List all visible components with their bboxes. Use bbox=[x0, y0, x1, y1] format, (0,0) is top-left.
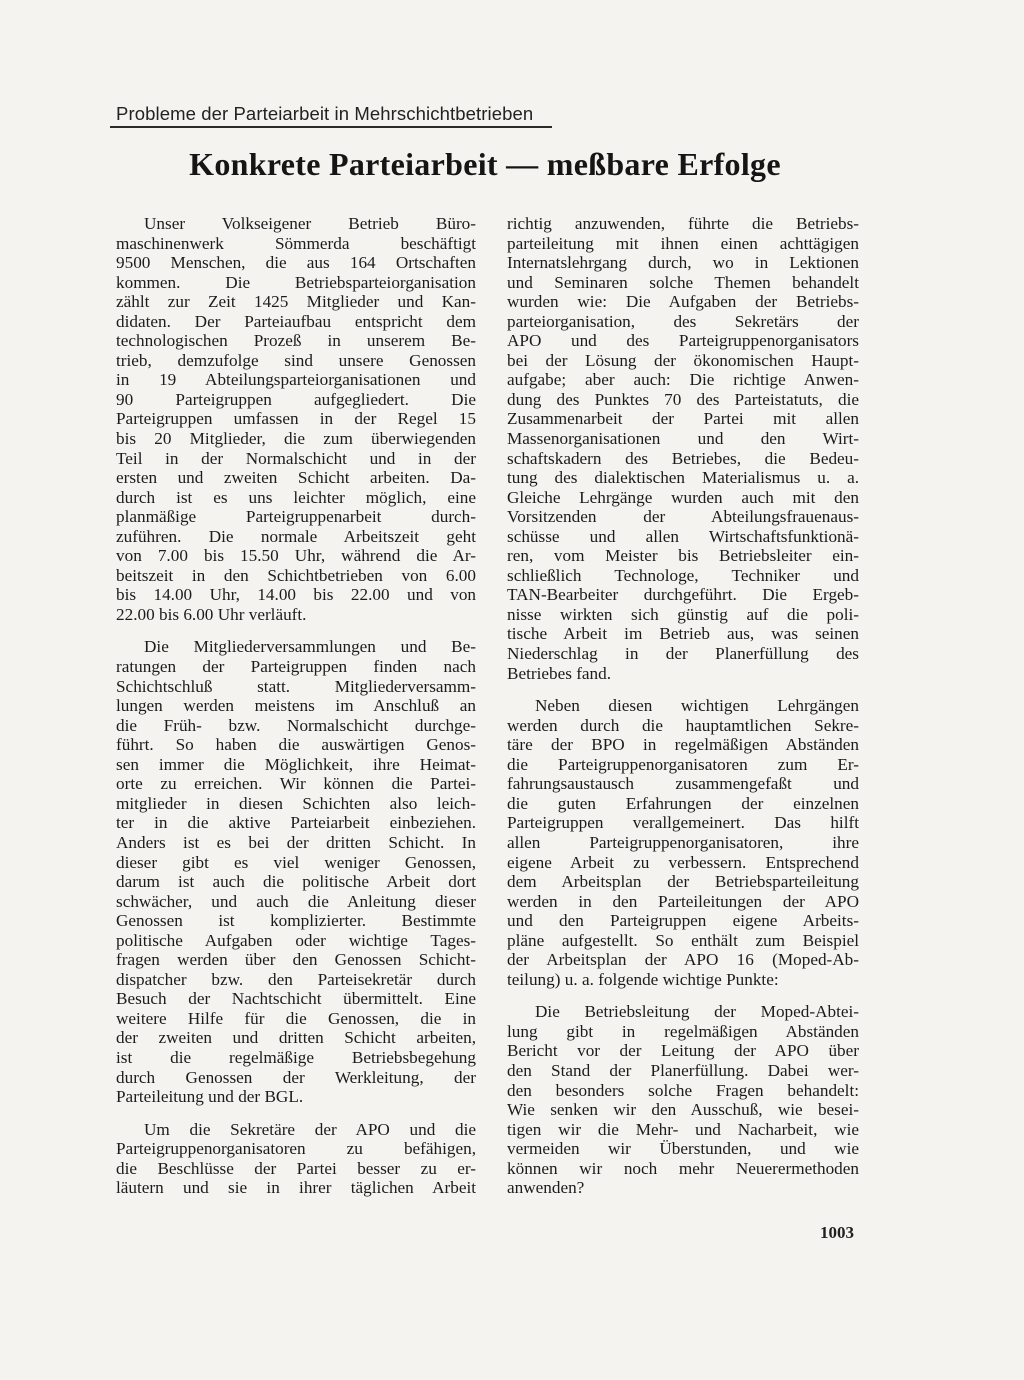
text-line: anwenden? bbox=[507, 1178, 585, 1198]
text-line: bis 20 Mitglieder, die zum überwiegenden bbox=[116, 429, 476, 449]
text-line: dung des Punktes 70 des Parteistatuts, die bbox=[507, 389, 859, 409]
text-line: Unser Volkseigener Betrieb Büro- bbox=[144, 214, 476, 233]
text-line: tung des dialektischen Materialismus u. a. bbox=[507, 468, 859, 488]
section-label: Probleme der Parteiarbeit in Mehrschichtbetrieben bbox=[116, 103, 534, 124]
text-line: wurden wie: Die Aufgaben der Betriebs- bbox=[507, 292, 859, 312]
text-line: Die Betriebsleitung der Moped-Abtei- bbox=[535, 1002, 859, 1022]
text-line: allen Parteigruppenorganisatoren, ihre bbox=[507, 832, 859, 852]
text-line: Schichtschluß statt. Mitgliederversamm- bbox=[116, 676, 476, 696]
text-line: täre der BPO in regelmäßigen Abständen bbox=[507, 735, 859, 755]
text-line: tigen wir die Mehr- und Nacharbeit, wie bbox=[507, 1119, 859, 1139]
text-line: ersten und zweiten Schicht arbeiten. Da- bbox=[116, 468, 476, 488]
text-line: pläne aufgestellt. So enthält zum Beispiel bbox=[507, 930, 859, 950]
text-line: und Seminaren solche Themen behandelt bbox=[507, 272, 859, 292]
text-line: Parteigruppen umfassen in der Regel 15 bbox=[116, 409, 476, 429]
text-line: führt. So haben die auswärtigen Genos- bbox=[116, 735, 476, 755]
text-line: ren, vom Meister bis Betriebsleiter ein- bbox=[507, 546, 859, 566]
page-number: 1003 bbox=[820, 1223, 854, 1242]
text-line: schwächer, und auch die Anleitung dieser bbox=[116, 891, 476, 911]
text-line: der zweiten und dritten Schicht arbeiten, bbox=[116, 1028, 476, 1048]
text-line: durch Genossen der Werkleitung, der bbox=[116, 1067, 476, 1087]
text-line: 9500 Menschen, die aus 164 Ortschaften bbox=[116, 253, 476, 273]
text-line: Teil in der Normalschicht und in der bbox=[116, 448, 476, 468]
text-line: Parteileitung und der BGL. bbox=[116, 1087, 304, 1107]
text-line: Internatslehrgang durch, wo in Lektionen bbox=[507, 253, 859, 273]
paragraph bbox=[116, 1120, 476, 1198]
text-line: Gleiche Lehrgänge wurden auch mit den bbox=[507, 487, 859, 507]
left-column bbox=[116, 214, 476, 1211]
text-line: tische Arbeit im Betrieb aus, was seinen bbox=[507, 624, 859, 644]
text-line: dispatcher bzw. den Parteisekretär durch bbox=[116, 969, 476, 989]
text-line: lung gibt in regelmäßigen Abständen bbox=[507, 1021, 859, 1041]
text-line: didaten. Der Parteiaufbau entspricht dem bbox=[116, 311, 476, 331]
text-line: mitglieder in diesen Schichten also leich- bbox=[116, 793, 476, 813]
text-line: Massenorganisationen und den Wirt- bbox=[507, 429, 859, 449]
text-line: schüsse und allen Wirtschaftsfunktionä- bbox=[507, 526, 859, 546]
text-line: zählt zur Zeit 1425 Mitglieder und Kan- bbox=[116, 292, 476, 312]
text-line: werden durch die hauptamtlichen Sekre- bbox=[507, 715, 859, 735]
text-line: ratungen der Parteigruppen finden nach bbox=[116, 657, 476, 677]
text-line: bei der Lösung der ökonomischen Haupt- bbox=[507, 350, 859, 370]
text-line: planmäßige Parteigruppenarbeit durch- bbox=[116, 507, 476, 527]
text-line: 90 Parteigruppen aufgegliedert. Die bbox=[116, 389, 476, 409]
text-line: politische Aufgaben oder wichtige Tages- bbox=[116, 930, 476, 950]
text-line: eigene Arbeit zu verbessern. Entsprechend bbox=[507, 852, 859, 872]
text-line: ist die regelmäßige Betriebsbegehung bbox=[116, 1047, 476, 1067]
text-line: beitszeit in den Schichtbetrieben von 6.00 bbox=[116, 565, 476, 585]
text-line: vermeiden wir Überstunden, und wie bbox=[507, 1139, 859, 1159]
text-line: fragen werden über den Genossen Schicht- bbox=[116, 950, 476, 970]
text-line: Um die Sekretäre der APO und die bbox=[144, 1119, 476, 1139]
text-line: kommen. Die Betriebsparteiorganisation bbox=[116, 272, 476, 292]
text-line: die Beschlüsse der Partei besser zu er- bbox=[116, 1158, 476, 1178]
text-line: Parteigruppen verallgemeinert. Das hilft bbox=[507, 813, 859, 833]
text-line: Bericht vor der Leitung der APO über bbox=[507, 1041, 859, 1061]
text-line: Besuch der Nachtschicht übermittelt. Eine bbox=[116, 989, 476, 1009]
text-line: ter in die aktive Parteiarbeit einbeziehen. bbox=[116, 813, 476, 833]
paragraph bbox=[507, 1002, 859, 1197]
text-line: orte zu erreichen. Wir können die Partei- bbox=[116, 774, 476, 794]
paragraph bbox=[116, 214, 476, 624]
text-line: die guten Erfahrungen der einzelnen bbox=[507, 793, 859, 813]
right-column bbox=[507, 214, 859, 1211]
text-line: den Stand der Planerfüllung. Dabei wer- bbox=[507, 1060, 859, 1080]
text-line: in 19 Abteilungsparteiorganisationen und bbox=[116, 370, 476, 390]
text-line: lungen werden meistens im Anschluß an bbox=[116, 696, 476, 716]
text-line: bis 14.00 Uhr, 14.00 bis 22.00 und von bbox=[116, 585, 476, 605]
text-line: trieb, demzufolge sind unsere Genossen bbox=[116, 350, 476, 370]
text-line: Zusammenarbeit der Partei mit allen bbox=[507, 409, 859, 429]
text-line: Die Mitgliederversammlungen und Be- bbox=[144, 637, 476, 657]
text-line: fahrungsaustausch zusammengefaßt und bbox=[507, 774, 859, 794]
text-line: dieser gibt es viel weniger Genossen, bbox=[116, 852, 476, 872]
text-line: die Früh- bzw. Normalschicht durchge- bbox=[116, 715, 476, 735]
text-line: schließlich Technologe, Techniker und bbox=[507, 565, 859, 585]
text-line: darum ist auch die politische Arbeit dort bbox=[116, 872, 476, 892]
text-line: Anders ist es bei der dritten Schicht. In bbox=[116, 832, 476, 852]
text-line: TAN-Bearbeiter durchgeführt. Die Ergeb- bbox=[507, 585, 859, 605]
text-line: aufgabe; aber auch: Die richtige Anwen- bbox=[507, 370, 859, 390]
text-line: von 7.00 bis 15.50 Uhr, während die Ar- bbox=[116, 546, 476, 566]
paragraph bbox=[507, 214, 859, 683]
text-line: zuführen. Die normale Arbeitszeit geht bbox=[116, 526, 476, 546]
text-line: sen immer die Möglichkeit, ihre Heimat- bbox=[116, 754, 476, 774]
text-line: maschinenwerk Sömmerda beschäftigt bbox=[116, 233, 476, 253]
text-line: richtig anzuwenden, führte die Betriebs- bbox=[507, 214, 859, 233]
text-line: läutern und sie in ihrer täglichen Arbeit bbox=[116, 1178, 476, 1198]
text-line: parteileitung mit ihnen einen achttägigen bbox=[507, 233, 859, 253]
text-line: Niederschlag in der Planerfüllung des bbox=[507, 644, 859, 664]
text-line: werden in den Parteileitungen der APO bbox=[507, 891, 859, 911]
text-line: den besonders solche Fragen behandelt: bbox=[507, 1080, 859, 1100]
text-line: APO und des Parteigruppenorganisators bbox=[507, 331, 859, 351]
text-line: dem Arbeitsplan der Betriebsparteileitung bbox=[507, 872, 859, 892]
text-line: die Parteigruppenorganisatoren zum Er- bbox=[507, 754, 859, 774]
text-line: Genossen ist komplizierter. Bestimmte bbox=[116, 911, 476, 931]
paragraph bbox=[507, 696, 859, 989]
text-line: Neben diesen wichtigen Lehrgängen bbox=[535, 696, 859, 716]
text-line: technologischen Prozeß in unserem Be- bbox=[116, 331, 476, 351]
text-line: der Arbeitsplan der APO 16 (Moped-Ab- bbox=[507, 950, 859, 970]
article-headline: Konkrete Parteiarbeit — meßbare Erfolge bbox=[189, 146, 781, 182]
text-line: Betriebes fand. bbox=[507, 663, 612, 683]
text-line: teilung) u. a. folgende wichtige Punkte: bbox=[507, 969, 779, 989]
text-line: durch ist es uns leichter möglich, eine bbox=[116, 487, 476, 507]
text-line: können wir noch mehr Neuerermethoden bbox=[507, 1158, 859, 1178]
text-line: Parteigruppenorganisatoren zu befähigen, bbox=[116, 1139, 476, 1159]
text-line: parteiorganisation, des Sekretärs der bbox=[507, 311, 859, 331]
text-line: Wie senken wir den Ausschuß, wie besei- bbox=[507, 1100, 859, 1120]
text-line: weitere Hilfe für die Genossen, die in bbox=[116, 1008, 476, 1028]
section-rule bbox=[110, 126, 552, 128]
text-line: schaftskadern des Betriebes, die Bedeu- bbox=[507, 448, 859, 468]
text-line: 22.00 bis 6.00 Uhr verläuft. bbox=[116, 604, 307, 624]
text-line: nisse wirkten sich günstig auf die poli- bbox=[507, 604, 859, 624]
text-line: Vorsitzenden der Abteilungsfrauenaus- bbox=[507, 507, 859, 527]
paragraph bbox=[116, 637, 476, 1106]
text-line: und den Parteigruppen eigene Arbeits- bbox=[507, 911, 859, 931]
